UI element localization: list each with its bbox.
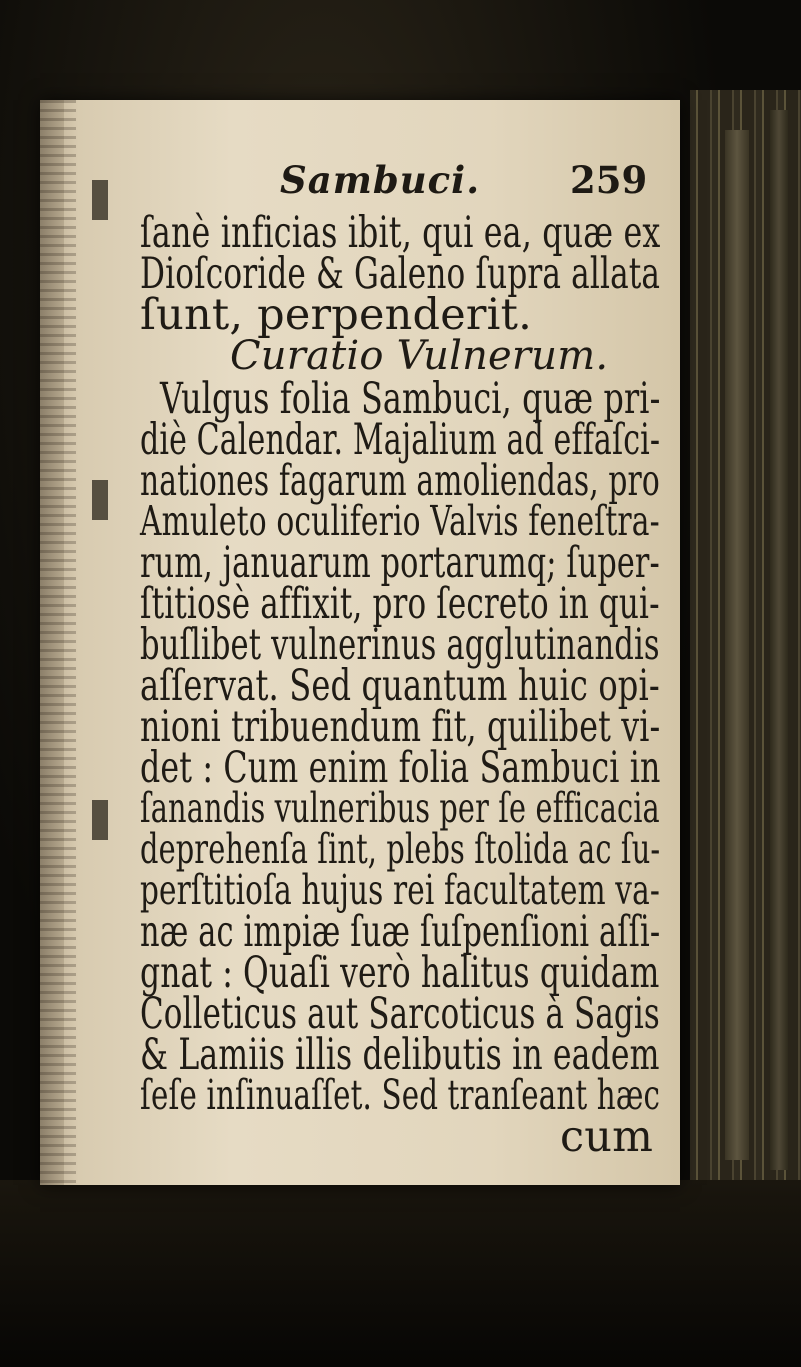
text-line: Colleticus aut Sarcoticus à Sagis — [140, 989, 660, 1039]
text-line: næ ac impiæ ſuæ ſuſpenſioni aſſi- — [140, 907, 661, 957]
gutter — [40, 100, 76, 1185]
text-line: ſeſe inſinuaſſet. Sed tranſeant hæc — [140, 1071, 661, 1119]
text-line: Amuleto oculiferio Valvis feneſtra- — [140, 497, 660, 545]
page-stack-edges — [690, 90, 801, 1200]
text-line: ſunt, perpenderit. — [140, 290, 532, 340]
bottom-shadow — [0, 1180, 801, 1367]
text-line: ſtitiosè affixit, pro ſecreto in qui- — [140, 579, 660, 629]
running-header — [230, 158, 650, 202]
page-edge — [725, 130, 749, 1160]
text-line: deprehenſa ſint, plebs ſtolida ac ſu- — [140, 825, 661, 873]
page-edge — [770, 110, 788, 1170]
text-line: nationes fagarum amoliendas, pro — [140, 456, 660, 506]
section-heading: Curatio Vulnerum. — [230, 333, 609, 379]
text-line: ſanè inficias ibit, qui ea, quæ ex — [140, 208, 661, 258]
text-line: diè Calendar. Majalium ad effaſci- — [140, 415, 661, 465]
text-line: rum, januarum portarumq; ſuper- — [140, 538, 660, 588]
text-line: buſlibet vulnerinus agglutinandis — [140, 620, 660, 670]
text-line: det : Cum enim folia Sambuci in — [140, 743, 661, 793]
text-line: aſſervat. Sed quantum huic opi- — [140, 661, 660, 711]
book-page — [40, 100, 680, 1185]
catchword: cum — [560, 1112, 654, 1162]
text-line: nioni tribuendum fit, quilibet vi- — [140, 702, 661, 752]
margin-bleed — [92, 800, 108, 840]
text-line: & Lamiis illis delibutis in eadem — [140, 1030, 660, 1080]
page-number: 259 — [570, 158, 648, 202]
running-title: Sambuci. — [280, 158, 481, 202]
text-line: Dioſcoride & Galeno ſupra allata — [140, 249, 661, 299]
margin-bleed — [92, 480, 108, 520]
text-line: Vulgus folia Sambuci, quæ pri- — [160, 374, 661, 424]
margin-bleed — [92, 180, 108, 220]
text-line: perſtitioſa hujus rei facultatem va- — [140, 866, 660, 914]
text-line: ſanandis vulneribus per ſe efficacia — [140, 784, 660, 832]
text-line: gnat : Quaſi verò halitus quidam — [140, 948, 660, 998]
